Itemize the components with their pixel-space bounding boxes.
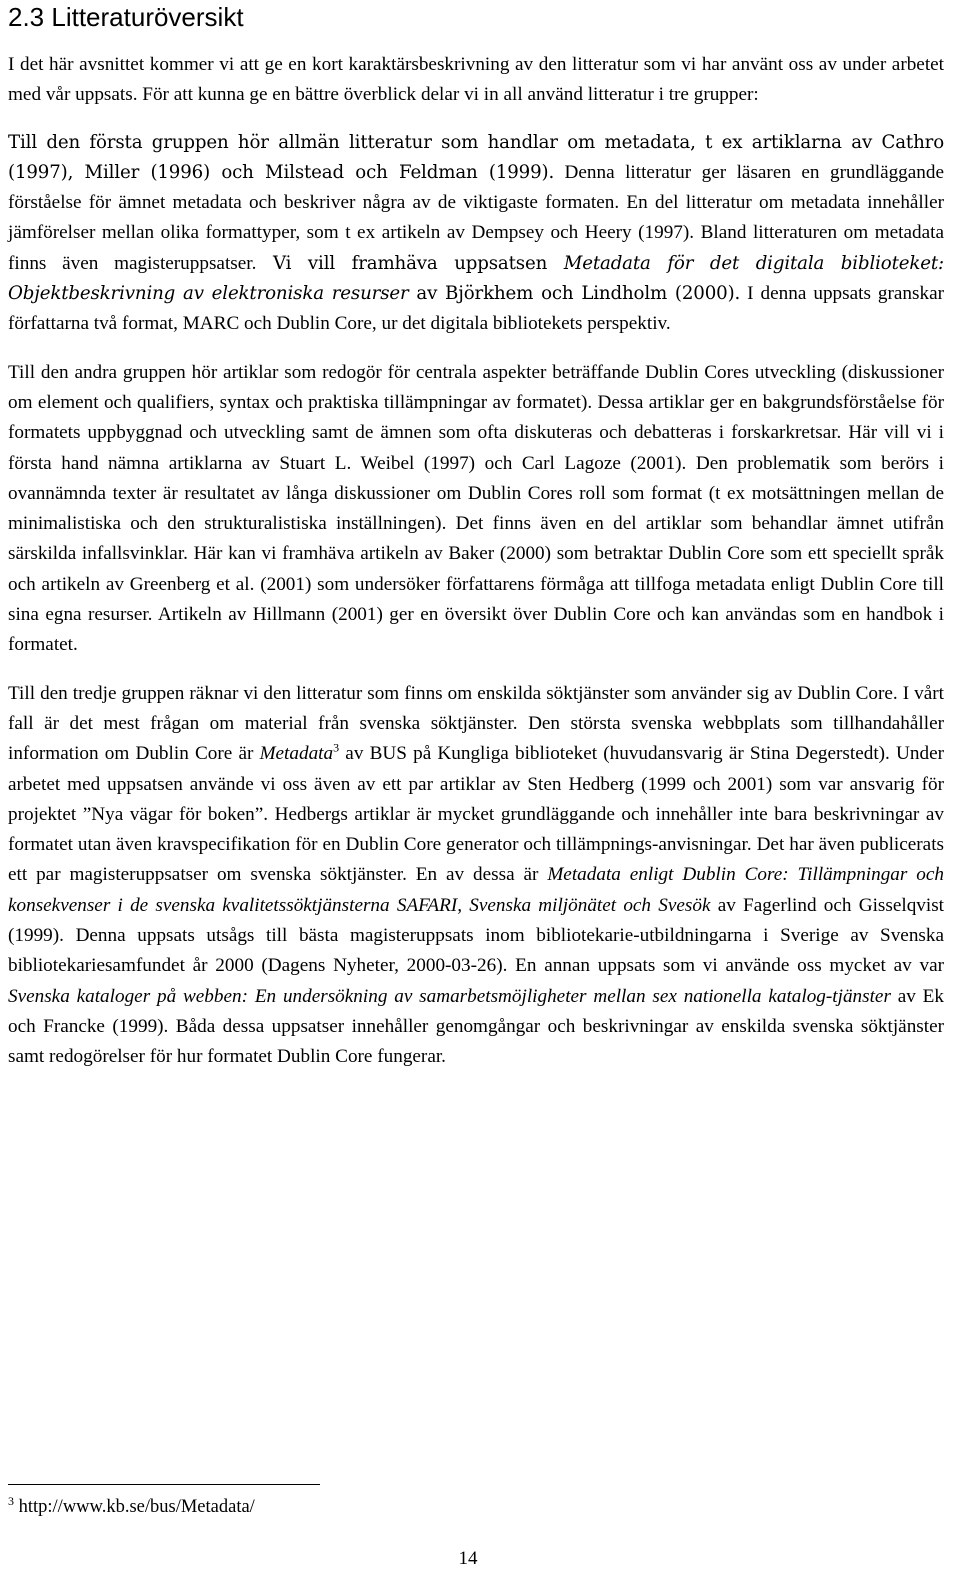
- p4-thesis-title-1: Metadata enligt Dublin Core: Tillämpningar och konsekvenser i de svenska kvalitetssöktjänsterna SAFARI, Svenska miljönätet och Svesök: [8, 864, 944, 916]
- p2-sentence-e: Vi vill framhäva uppsatsen: [256, 252, 564, 274]
- p2-sentence-h: I denna uppsats granskar författarna två format, MARC och Dublin Core, ur det digitala bibliotekets perspektiv.: [8, 283, 944, 335]
- p2-sentence-c: En del litteratur om metadata innehåller jämförelser mellan olika formattyper, som t ex artikeln av Dempsey och Heery (1997).: [8, 192, 944, 244]
- p2-sentence-b: Denna litteratur ger läsaren en grundläggande förståelse för ämnet metadata och beskriver några av de viktigaste formaten.: [8, 161, 944, 214]
- footnote: [8, 1495, 255, 1519]
- intro-paragraph: I det här avsnittet kommer vi att ge en kort karaktärsbeskrivning av den litteratur som vi har använt oss av under arbetet med vår uppsats. För att kunna ge en bättre överblick delar vi in all använd litteratur i tre grupper:: [8, 54, 944, 106]
- p4-part-a: Till den tredje gruppen räknar vi den litteratur som finns om enskilda söktjänster som använder sig av Dublin Core. I vårt fall är det mest frågan om material från svenska söktjänster. Den största svenska webbplats som tillhandahåller information om Dublin Core är: [8, 682, 944, 765]
- first-group-paragraph: [8, 128, 944, 340]
- p4-part-f: av Fagerlind och Gisselqvist (1999). Denna uppsats utsågs till bästa magisteruppsats inom bibliotekarie-utbildningarna i Sverige av Svenska bibliotekariesamfundet år 2000 (Dagens Nyheter, 2000-03-26). En annan uppsats som vi använde oss mycket av var: [8, 894, 945, 977]
- p2-sentence-a: Till den första gruppen hör allmän litteratur som handlar om metadata, t ex artiklarna av Cathro (1997), Miller (1996) och Milstead och Feldman (1999).: [8, 131, 944, 183]
- p4-part-d: av BUS på Kungliga biblioteket (huvudansvarig är Stina Degerstedt). Under arbetet med uppsatsen använde vi oss även av ett par artiklar av Sten Hedberg (1999 och 2001) som var ansvarig för projektet ”Nya vägar för boken”. Hedbergs artiklar är mycket grundläggande och innehåller inte bara beskrivningar av formatet utan även kravspecifikation för en Dublin Core generator och tillämpnings-anvisningar. Det har även publicerats ett par magisteruppsatser om svenska söktjänster. En av dessa är: [8, 743, 944, 886]
- page-number: 14: [458, 1548, 478, 1569]
- p2-sentence-d: Bland litteraturen om metadata finns även magisteruppsatser.: [8, 222, 944, 274]
- footnote-mark: 3: [8, 1493, 14, 1508]
- p4-part-h: av Ek och Francke (1999). Båda dessa uppsatser innehåller genomgångar och beskrivningar av enskilda svenska söktjänster samt redogörelser för hur formatet Dublin Core fungerar.: [8, 985, 944, 1068]
- second-group-paragraph: Till den andra gruppen hör artiklar som redogör för centrala aspekter beträffande Dublin Cores utveckling (diskussioner om element och qualifiers, syntax och praktiska tillämpningar av formatet). Dessa artiklar ger en bakgrundsförståelse för formatets uppbyggnad och utveckling samt de ämnen som ofta diskuteras och debatteras i forskarkretsar. Här vill vi i första hand nämna artiklarna av Stuart L. Weibel (1997) och Carl Lagoze (2001). Den problematik som berörs i ovannämnda texter är resultatet av långa diskussioner om Dublin Cores roll som format (t ex motsättningen mellan de minimalistiska och den strukturalistiska inställningen). Det finns även en del artiklar som behandlar ämnet utifrån särskilda infallsvinklar. Här kan vi framhäva artikeln av Baker (2000) som betraktar Dublin Core som ett speciellt språk och artikeln av Greenberg et al. (2001) som undersöker författarens förmåga att tillfoga metadata enligt Dublin Core till sina egna resurser. Artikeln av Hillmann (2001) ger en översikt över Dublin Core och kan användas som en handbok i formatet.: [8, 361, 944, 656]
- section-heading: 2.3 Litteraturöversikt: [8, 2, 244, 32]
- footnote-reference: 3: [333, 740, 340, 755]
- footnote-separator: [8, 1484, 320, 1485]
- p2-sentence-g: av Björkhem och Lindholm (2000).: [408, 283, 741, 305]
- footnote-url: http://www.kb.se/bus/Metadata/: [14, 1497, 255, 1517]
- document-page: [8, 0, 944, 1073]
- p4-metadata-title: Metadata: [259, 743, 334, 765]
- p4-thesis-title-2: Svenska kataloger på webben: En undersökning av samarbetsmöjligheter mellan sex nationella katalog-tjänster: [8, 985, 891, 1007]
- third-group-paragraph: [8, 679, 944, 1073]
- p2-thesis-title: Metadata för det digitala biblioteket: Objektbeskrivning av elektroniska resurser: [8, 252, 944, 305]
